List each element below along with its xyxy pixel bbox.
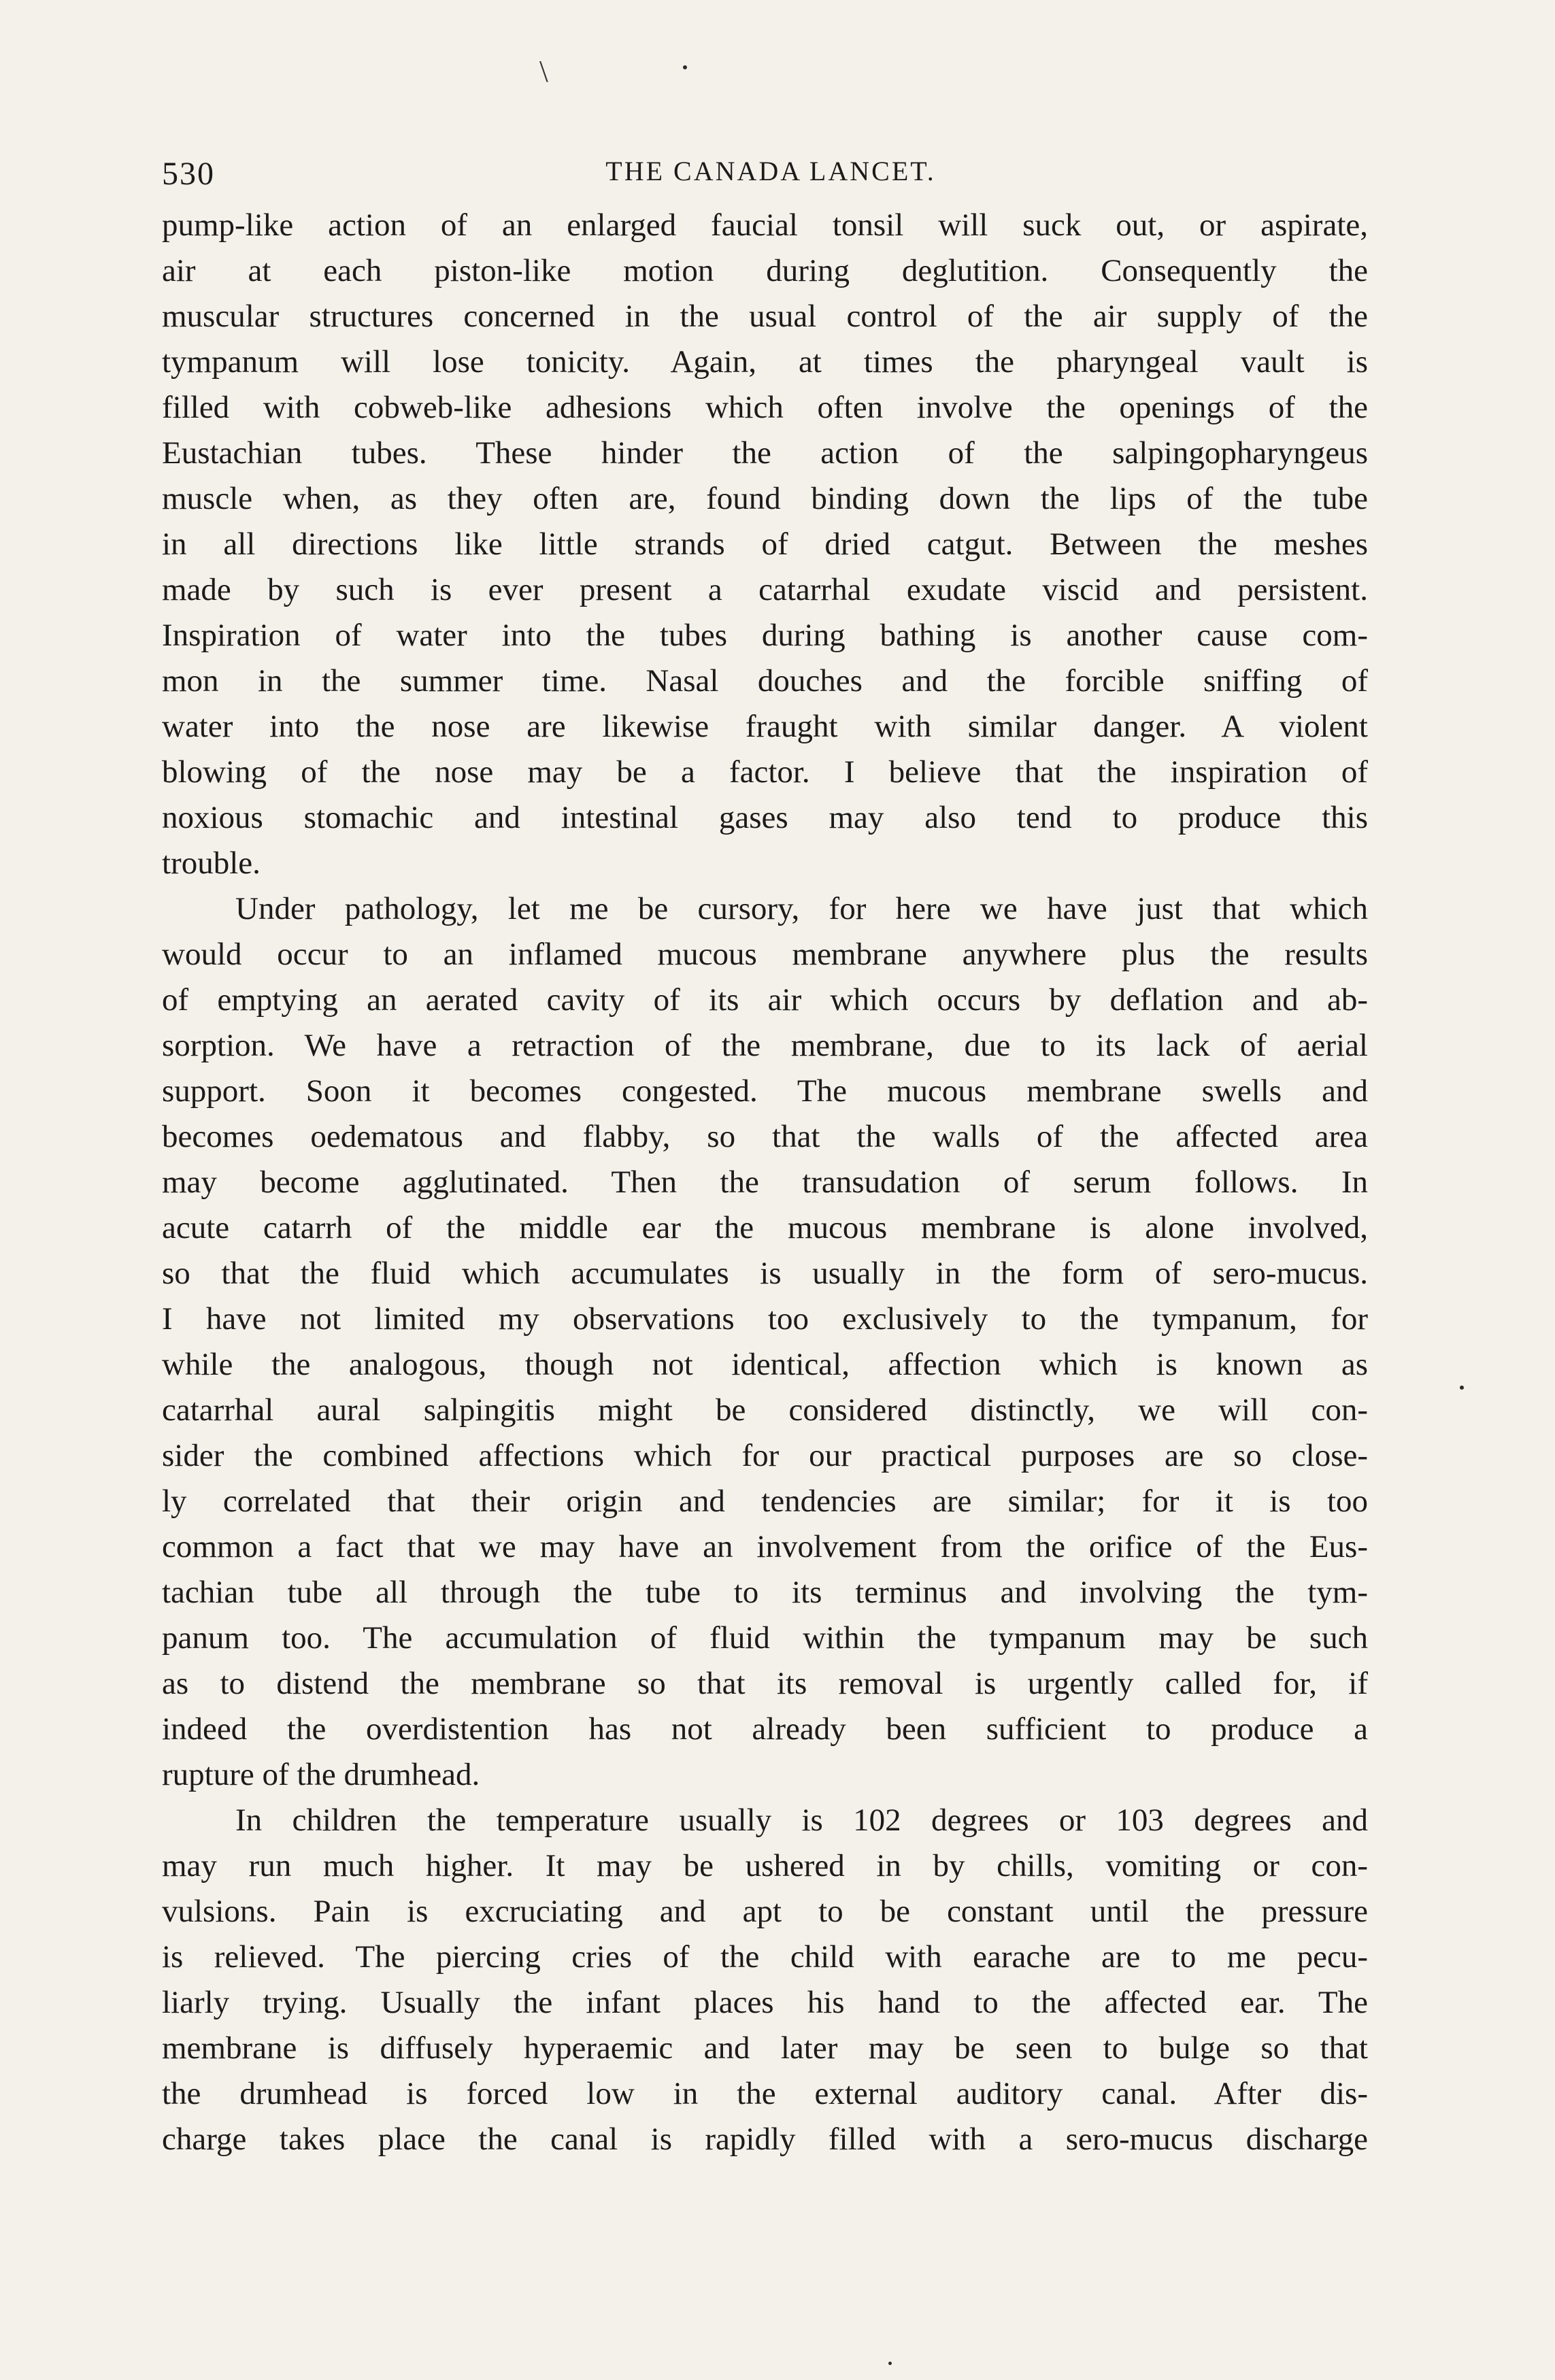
text-line: common a fact that we may have an involvement from the orifice of the Eus- [162, 1529, 1368, 1564]
text-line: Inspiration of water into the tubes during bathing is another cause com- [162, 618, 1368, 653]
text-line: Under pathology, let me be cursory, for here we have just that which [235, 891, 1368, 926]
text-line: blowing of the nose may be a factor. I believe that the inspiration of [162, 754, 1368, 790]
text-line: pump-like action of an enlarged faucial tonsil will suck out, or aspirate, [162, 207, 1368, 243]
text-line: becomes oedematous and flabby, so that the walls of the affected area [162, 1119, 1368, 1154]
text-line: is relieved. The piercing cries of the child with earache are to me pecu- [162, 1939, 1368, 1975]
scan-mark: \ [539, 54, 548, 88]
text-line: sider the combined affections which for our practical purposes are so close- [162, 1438, 1368, 1473]
text-line: as to distend the membrane so that its removal is urgently called for, if [162, 1666, 1368, 1701]
text-line: indeed the overdistention has not already been sufficient to produce a [162, 1711, 1368, 1747]
text-line: rupture of the drumhead. [162, 1757, 480, 1792]
body-text [162, 203, 1368, 2162]
text-line: Eustachian tubes. These hinder the action of the salpingopharyngeus [162, 435, 1368, 471]
text-line: the drumhead is forced low in the external auditory canal. After dis- [162, 2076, 1368, 2111]
text-line: muscle when, as they often are, found binding down the lips of the tube [162, 481, 1368, 516]
text-line: so that the fluid which accumulates is usually in the form of sero-mucus. [162, 1256, 1368, 1291]
page-header [162, 155, 1380, 196]
text-line: I have not limited my observations too exclusively to the tympanum, for [162, 1301, 1368, 1337]
paragraph [162, 203, 1368, 886]
text-line: vulsions. Pain is excruciating and apt to be constant until the pressure [162, 1894, 1368, 1929]
text-line: of emptying an aerated cavity of its air which occurs by deflation and ab- [162, 982, 1368, 1018]
text-line: ly correlated that their origin and tendencies are similar; for it is too [162, 1484, 1368, 1519]
running-title: THE CANADA LANCET. [605, 156, 936, 186]
text-line: made by such is ever present a catarrhal exudate viscid and persistent. [162, 572, 1368, 607]
text-line: tachian tube all through the tube to its terminus and involving the tym- [162, 1575, 1368, 1610]
text-line: noxious stomachic and intestinal gases may also tend to produce this [162, 800, 1368, 835]
paragraph [162, 1798, 1368, 2162]
text-line: catarrhal aural salpingitis might be considered distinctly, we will con- [162, 1392, 1368, 1428]
text-line: would occur to an inflamed mucous membrane anywhere plus the results [162, 937, 1368, 972]
text-line: tympanum will lose tonicity. Again, at times the pharyngeal vault is [162, 344, 1368, 380]
text-line: may become agglutinated. Then the transudation of serum follows. In [162, 1164, 1368, 1200]
text-line: In children the temperature usually is 102 degrees or 103 degrees and [235, 1803, 1368, 1838]
text-line: while the analogous, though not identical, affection which is known as [162, 1347, 1368, 1382]
text-line: trouble. [162, 845, 261, 881]
text-line: support. Soon it becomes congested. The mucous membrane swells and [162, 1073, 1368, 1109]
text-line: in all directions like little strands of dried catgut. Between the meshes [162, 526, 1368, 562]
page-number: 530 [162, 156, 215, 192]
text-line: filled with cobweb-like adhesions which often involve the openings of the [162, 390, 1368, 425]
text-line: muscular structures concerned in the usual control of the air supply of the [162, 299, 1368, 334]
text-line: may run much higher. It may be ushered in by chills, vomiting or con- [162, 1848, 1368, 1883]
text-line: liarly trying. Usually the infant places his hand to the affected ear. The [162, 1985, 1368, 2020]
paragraph [162, 886, 1368, 1798]
text-line: membrane is diffusely hyperaemic and later may be seen to bulge so that [162, 2030, 1368, 2066]
text-line: acute catarrh of the middle ear the mucous membrane is alone involved, [162, 1210, 1368, 1245]
text-line: panum too. The accumulation of fluid within the tympanum may be such [162, 1620, 1368, 1656]
text-line: water into the nose are likewise fraught with similar danger. A violent [162, 709, 1368, 744]
scan-speck [1460, 1386, 1464, 1390]
scan-speck [888, 2362, 892, 2365]
scan-speck [683, 65, 687, 69]
text-line: charge takes place the canal is rapidly filled with a sero-mucus discharge [162, 2122, 1368, 2157]
text-line: sorption. We have a retraction of the membrane, due to its lack of aerial [162, 1028, 1368, 1063]
text-line: air at each piston-like motion during deglutition. Consequently the [162, 253, 1368, 288]
text-line: mon in the summer time. Nasal douches and the forcible sniffing of [162, 663, 1368, 699]
